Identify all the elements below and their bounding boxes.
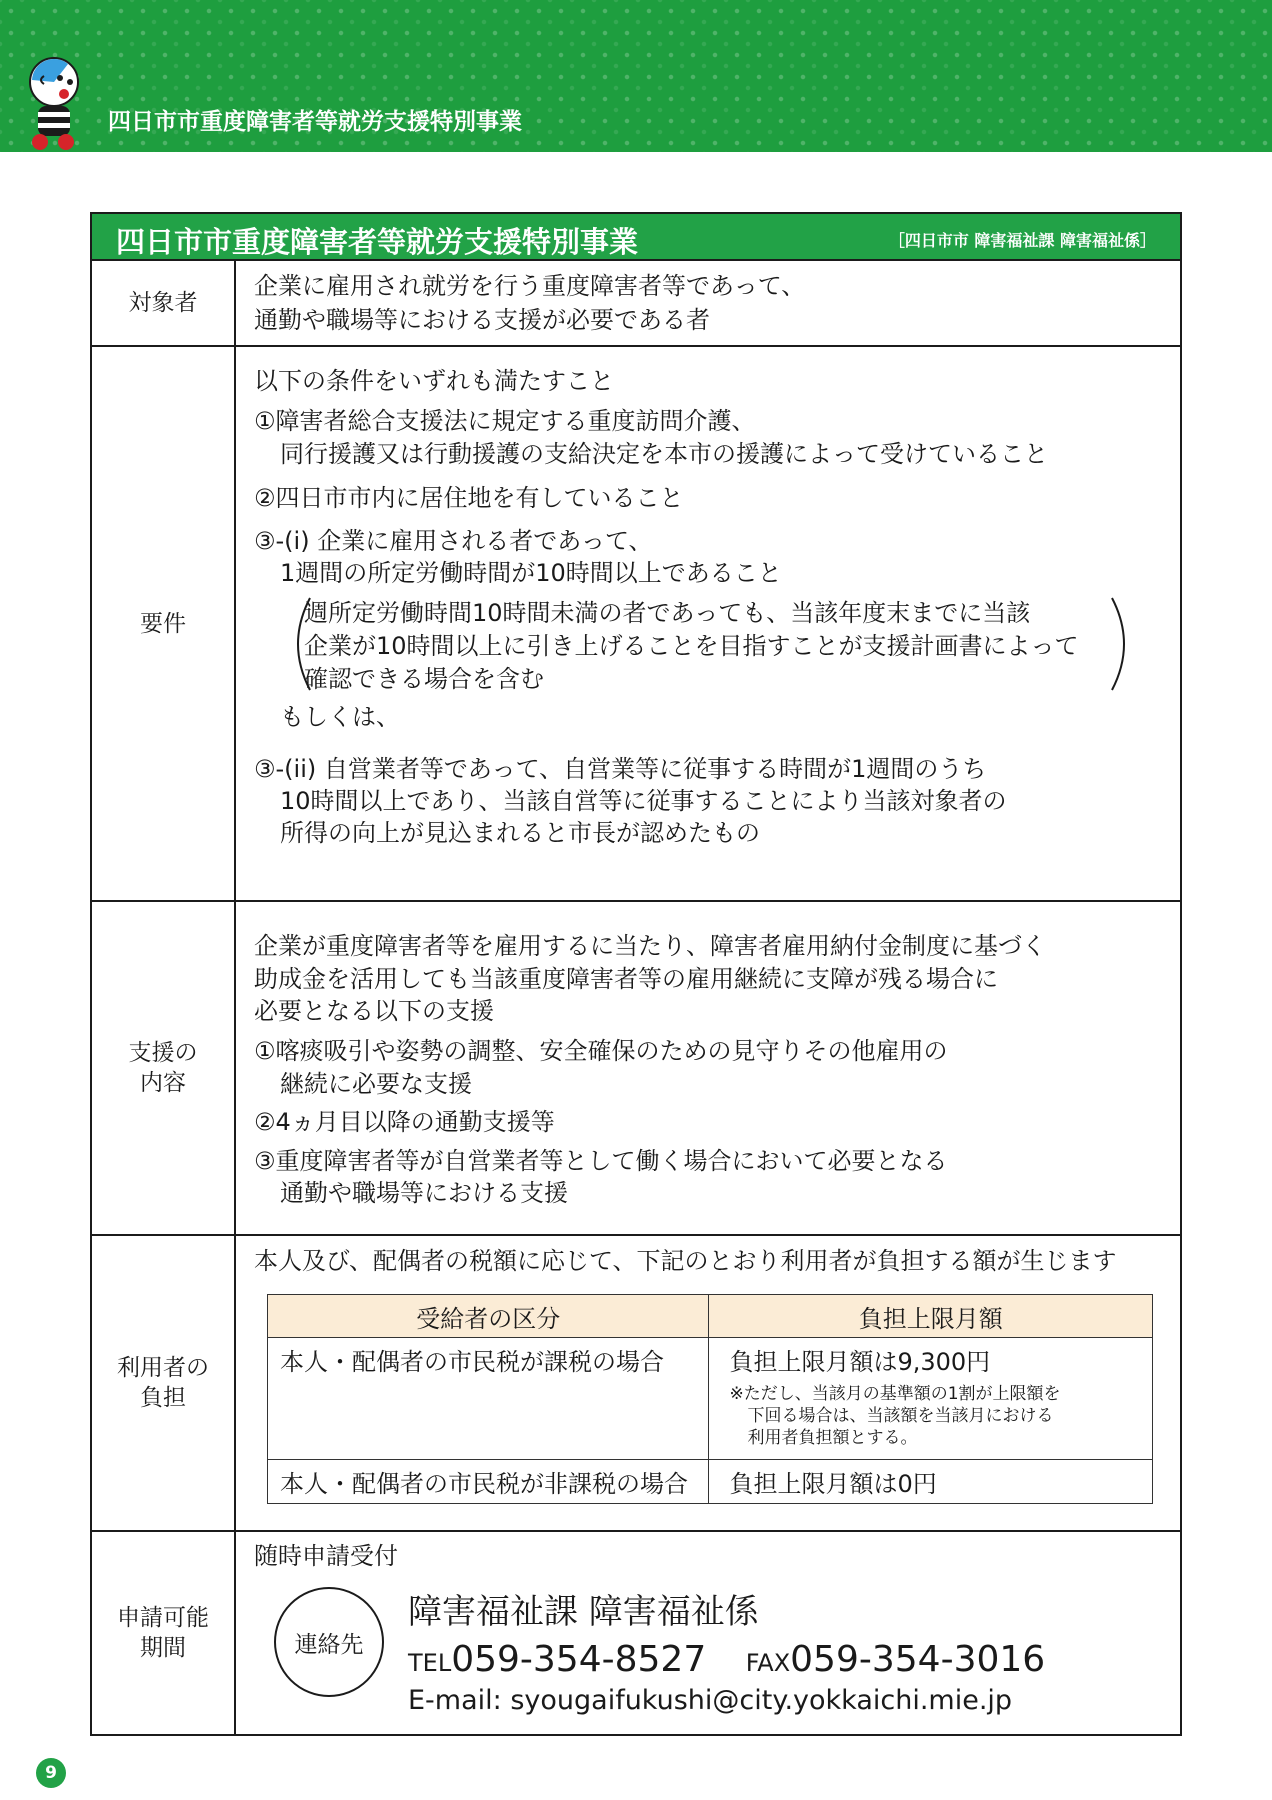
divider — [92, 1234, 1180, 1236]
support-item2: ②4ヵ月目以降の通勤支援等 — [254, 1108, 555, 1136]
fee-header-category: 受給者の区分 — [268, 1295, 709, 1338]
table-department: ［四日市市 障害福祉課 障害福祉係］ — [888, 231, 1156, 250]
support-intro-1: 企業が重度障害者等を雇用するに当たり、障害者雇用納付金制度に基づく — [254, 932, 1046, 960]
fee-category-taxed: 本人・配偶者の市民税が課税の場合 — [268, 1338, 709, 1460]
contact-badge: 連絡先 — [274, 1587, 384, 1697]
req-item3ii-line2: 10時間以上であり、当該自営等に従事することにより当該対象者の — [280, 787, 1007, 815]
label-support: 支援の 内容 — [92, 902, 236, 1234]
support-intro-3: 必要となる以下の支援 — [254, 997, 494, 1025]
req-intro: 以下の条件をいずれも満たすこと — [254, 367, 614, 395]
support-intro-2: 助成金を活用しても当該重度障害者等の雇用継続に支障が残る場合に — [254, 965, 998, 993]
divider — [92, 1530, 1180, 1532]
req-item3i-line1: ③-(i) 企業に雇用される者であって、 — [254, 527, 653, 555]
page-number: 9 — [36, 1758, 66, 1788]
tel-label: TEL — [408, 1649, 452, 1677]
contact-email[interactable]: E-mail: syougaifukushi@city.yokkaichi.mie.jp — [408, 1685, 1013, 1716]
divider — [92, 345, 1180, 347]
contact-phone-line — [408, 1638, 1045, 1685]
label-requirements: 要件 — [92, 347, 236, 900]
fee-table — [267, 1294, 1153, 1504]
fax-label: FAX — [745, 1649, 791, 1677]
fee-category-nontaxed: 本人・配偶者の市民税が非課税の場合 — [268, 1460, 709, 1504]
table-title: 四日市市重度障害者等就労支援特別事業 — [116, 225, 639, 259]
req-bracket-line1: 週所定労働時間10時間未満の者であっても、当該年度末までに当該 — [304, 599, 1031, 627]
table-header — [92, 214, 1180, 261]
table-row — [268, 1338, 1153, 1460]
top-banner — [0, 0, 1272, 152]
target-line-2: 通勤や職場等における支援が必要である者 — [254, 306, 710, 334]
req-item3ii-line1: ③-(ii) 自営業者等であって、自営業等に従事する時間が1週間のうち — [254, 755, 987, 783]
banner-title: 四日市市重度障害者等就労支援特別事業 — [108, 109, 522, 135]
fee-amount-taxed-cell — [709, 1338, 1153, 1460]
support-item1-line1: ①喀痰吸引や姿勢の調整、安全確保のための見守りその他雇用の — [254, 1037, 948, 1065]
req-bracket-line3: 確認できる場合を含む — [304, 665, 544, 693]
mascot-icon — [22, 56, 86, 152]
req-item1-line1: ①障害者総合支援法に規定する重度訪問介護、 — [254, 407, 756, 435]
table-row — [268, 1460, 1153, 1504]
req-item2: ②四日市市内に居住地を有していること — [254, 484, 684, 512]
divider — [92, 900, 1180, 902]
req-item3ii-line3: 所得の向上が見込まれると市長が認めたもの — [280, 819, 760, 847]
support-item1-line2: 継続に必要な支援 — [280, 1070, 472, 1098]
fee-note: ※ただし、当該月の基準額の1割が上限額を 下回る場合は、当該額を当該月における 利用者負担額とする。 — [729, 1384, 1061, 1448]
support-item3-line2: 通勤や職場等における支援 — [280, 1179, 568, 1207]
req-bracket-line2: 企業が10時間以上に引き上げることを目指すことが支援計画書によって — [304, 632, 1079, 660]
support-item3-line1: ③重度障害者等が自営業者等として働く場合において必要となる — [254, 1147, 948, 1175]
fee-amount-taxed: 負担上限月額は9,300円 — [729, 1348, 991, 1376]
label-burden: 利用者の 負担 — [92, 1236, 236, 1530]
burden-intro: 本人及び、配偶者の税額に応じて、下記のとおり利用者が負担する額が生じます — [254, 1247, 1117, 1275]
target-line-1: 企業に雇用され就労を行う重度障害者等であって、 — [254, 272, 806, 300]
bracket-right — [1100, 594, 1140, 694]
label-target: 対象者 — [92, 261, 236, 345]
program-table — [90, 212, 1182, 1736]
req-item3i-line2: 1週間の所定労働時間が10時間以上であること — [280, 559, 782, 587]
fax-number: 059-354-3016 — [790, 1639, 1046, 1680]
req-or: もしくは、 — [280, 703, 400, 731]
req-item1-line2: 同行援護又は行動援護の支給決定を本市の援護によって受けていること — [280, 440, 1048, 468]
contact-department: 障害福祉課 障害福祉係 — [408, 1592, 759, 1632]
application-text: 随時申請受付 — [254, 1542, 398, 1570]
tel-number[interactable]: 059-354-8527 — [451, 1639, 707, 1680]
fee-amount-nontaxed: 負担上限月額は0円 — [709, 1460, 1153, 1504]
fee-header-amount: 負担上限月額 — [709, 1295, 1153, 1338]
label-application: 申請可能 期間 — [92, 1532, 236, 1734]
